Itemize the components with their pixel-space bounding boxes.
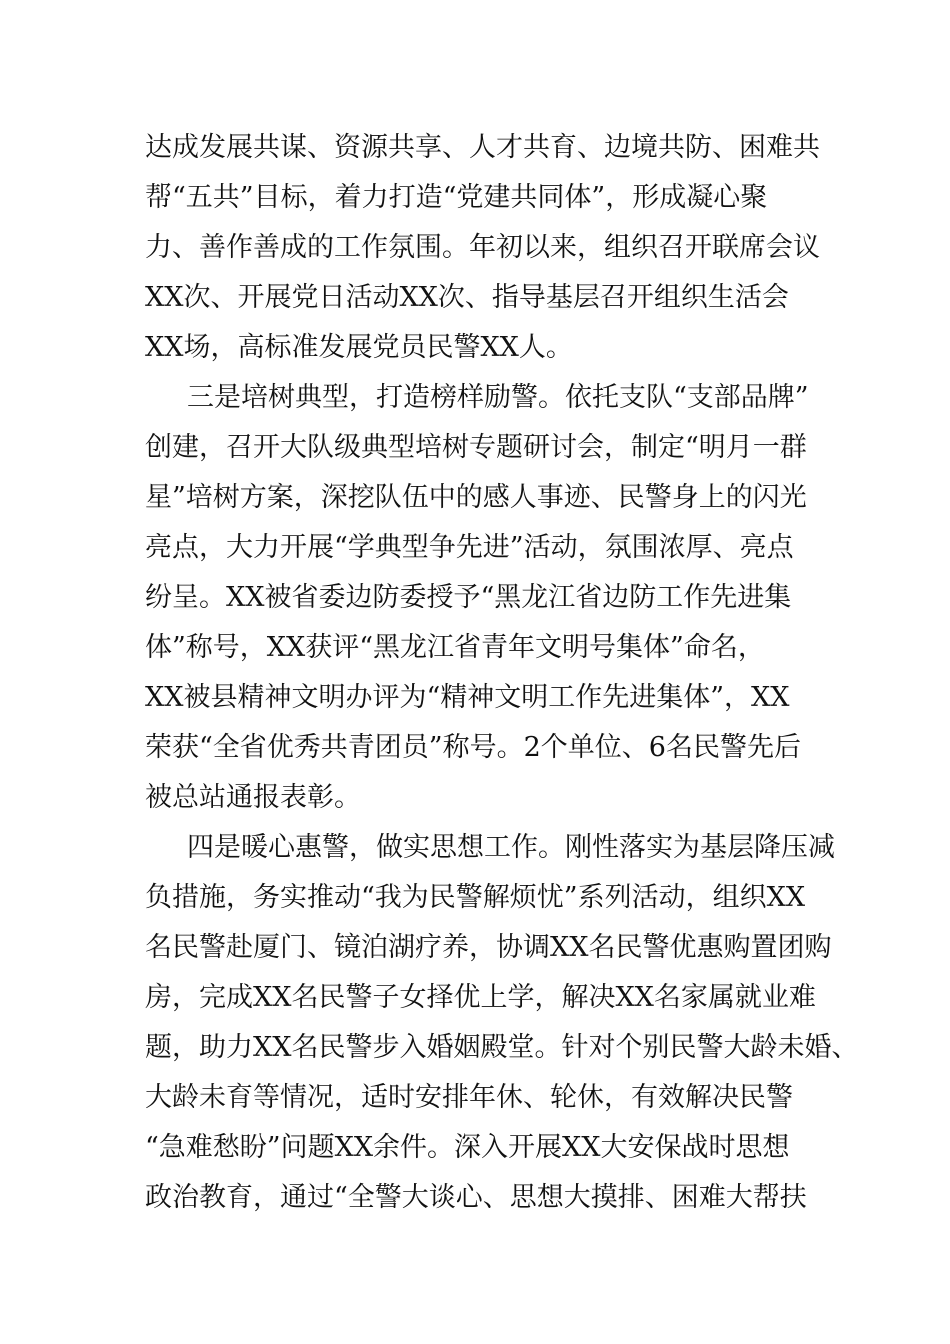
text-line: XX次、开展党日活动XX次、指导基层召开组织生活会 (145, 282, 789, 313)
text-line: 大龄未育等情况，适时安排年休、轮休，有效解决民警 (145, 1082, 793, 1113)
text-line: 四是暖心惠警，做实思想工作。刚性落实为基层降压减 (187, 832, 835, 863)
text-line: 三是培树典型，打造榜样励警。依托支队“支部品牌” (187, 382, 809, 413)
text-line: 负措施，务实推动“我为民警解烦忧”系列活动，组织XX (145, 882, 806, 913)
text-line: 政治教育，通过“全警大谈心、思想大摸排、困难大帮扶 (145, 1182, 807, 1213)
text-line: 亮点，大力开展“学典型争先进”活动，氛围浓厚、亮点 (145, 532, 794, 563)
text-line: 帮“五共”目标，着力打造“党建共同体”，形成凝心聚 (145, 182, 768, 213)
text-line: XX场，高标准发展党员民警XX人。 (145, 332, 573, 363)
text-line: XX被县精神文明办评为“精神文明工作先进集体”，XX (145, 682, 790, 713)
text-line: 题，助力XX名民警步入婚姻殿堂。针对个别民警大龄未婚、 (145, 1032, 859, 1063)
text-line: 荣获“全省优秀共青团员”称号。2个单位、6名民警先后 (145, 732, 801, 763)
text-line: 被总站通报表彰。 (145, 782, 361, 813)
text-line: 纷呈。XX被省委边防委授予“黑龙江省边防工作先进集 (145, 582, 792, 613)
text-line: 星”培树方案，深挖队伍中的感人事迹、民警身上的闪光 (145, 482, 807, 513)
text-line: 力、善作善成的工作氛围。年初以来，组织召开联席会议 (145, 232, 820, 263)
text-line: 名民警赴厦门、镜泊湖疗养，协调XX名民警优惠购置团购 (145, 932, 832, 963)
text-line: 达成发展共谋、资源共享、人才共育、边境共防、困难共 (145, 132, 820, 163)
text-line: 体”称号，XX获评“黑龙江省青年文明号集体”命名， (145, 632, 765, 663)
text-line: 房，完成XX名民警子女择优上学，解决XX名家属就业难 (145, 982, 816, 1013)
text-line: “急难愁盼”问题XX余件。深入开展XX大安保战时思想 (145, 1132, 790, 1163)
text-line: 创建，召开大队级典型培树专题研讨会，制定“明月一群 (145, 432, 807, 463)
